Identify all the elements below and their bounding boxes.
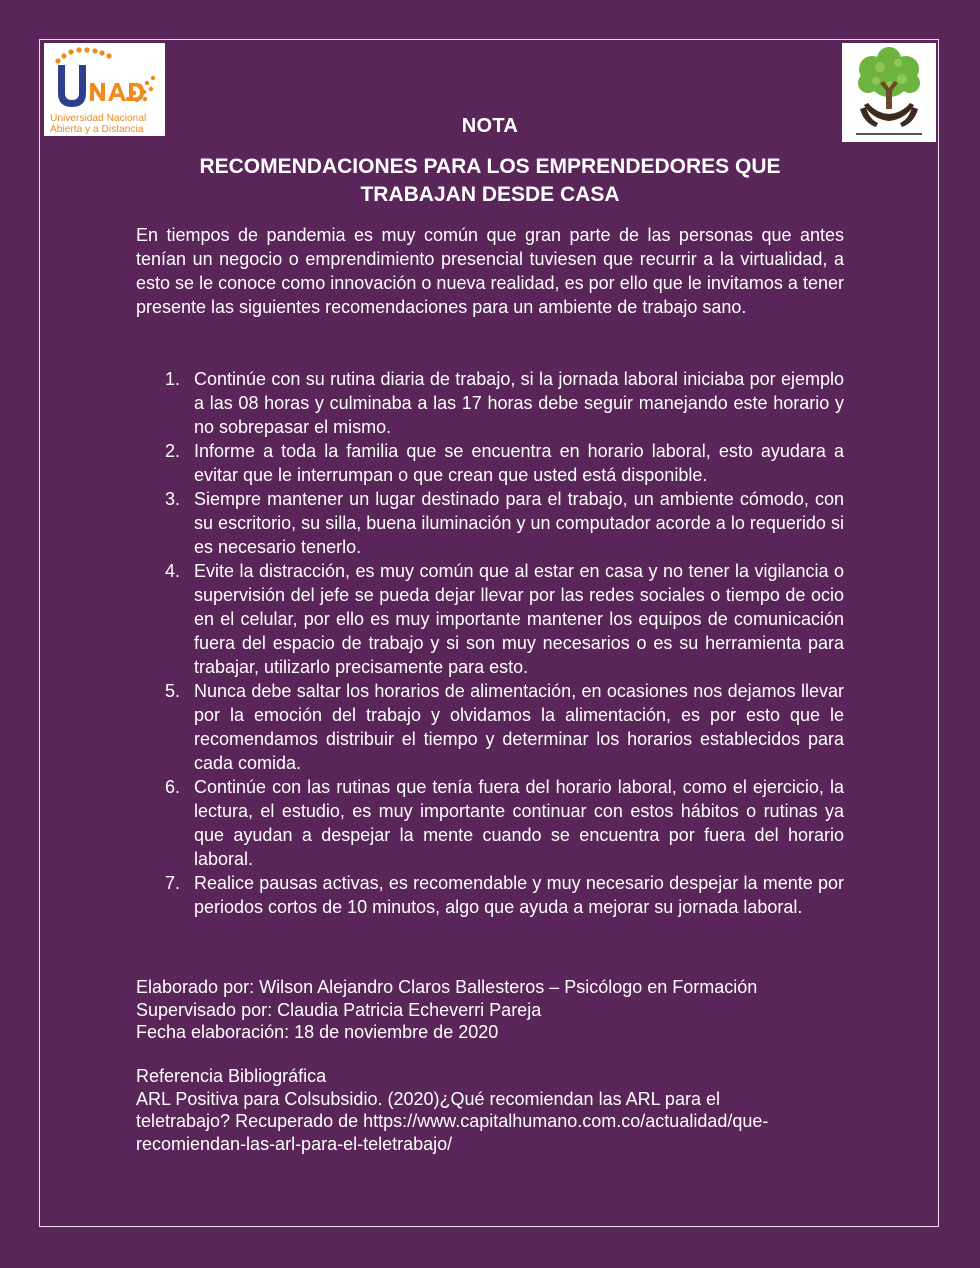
list-item <box>160 679 844 775</box>
list-item-text: Continúe con las rutinas que tenía fuera del horario laboral, como el ejercicio, la lectura, el estudio, es muy importante continuar con estos hábitos o rutinas ya que ayudan a despejar la mente cuando se encuentra por fuera del horario laboral. <box>194 777 844 869</box>
list-item-number: 3. <box>165 489 181 509</box>
reference-line-2: teletrabajo? Recuperado de https://www.capitalhumano.com.co/actualidad/que- <box>136 1111 769 1131</box>
list-item-text: Informe a toda la familia que se encuentra en horario laboral, esto ayudara a evitar que le interrumpan o que crean que usted está disponible. <box>194 441 844 485</box>
list-item <box>160 487 844 559</box>
document-title <box>150 153 830 209</box>
list-item-number: 2. <box>165 441 181 461</box>
list-item-number: 1. <box>165 369 181 389</box>
date-line: Fecha elaboración: 18 de noviembre de 2020 <box>136 1022 499 1042</box>
credits-block <box>136 976 844 1044</box>
list-item <box>160 871 844 919</box>
note-label: NOTA <box>461 115 519 137</box>
list-item-text: Nunca debe saltar los horarios de alimentación, en ocasiones nos dejamos llevar por la emoción del trabajo y olvidamos la alimentación, es por esto que le recomendamos distribuir el tiempo y determinar los horarios establecidos para cada comida. <box>194 681 844 773</box>
reference-line-3: recomiendan-las-arl-para-el-teletrabajo/ <box>136 1133 453 1154</box>
reference-line-1: ARL Positiva para Colsubsidio. (2020)¿Qué recomiendan las ARL para el <box>136 1088 720 1109</box>
intro-paragraph: En tiempos de pandemia es muy común que gran parte de las personas que antes tenían un negocio o emprendimiento presencial tuviesen que recurrir a la virtualidad, a esto se le conoce como innovación o nueva realidad, es por ello que le invitamos a tener presente las siguientes recomendaciones para un ambiente de trabajo sano. <box>136 225 844 317</box>
title-line-2: TRABAJAN DESDE CASA <box>360 183 620 206</box>
title-line-1: RECOMENDACIONES PARA LOS EMPRENDEDORES QUE <box>199 155 781 178</box>
recommendations-list <box>160 367 844 919</box>
references-heading: Referencia Bibliográfica <box>136 1066 327 1086</box>
author-line: Elaborado por: Wilson Alejandro Claros Ballesteros – Psicólogo en Formación <box>136 977 758 997</box>
list-item-text: Siempre mantener un lugar destinado para el trabajo, un ambiente cómodo, con su escritorio, su silla, buena iluminación y un computador acorde a lo requerido si es necesario tenerlo. <box>194 489 844 557</box>
list-item <box>160 775 844 871</box>
list-item-number: 6. <box>165 777 181 797</box>
list-item-number: 7. <box>165 873 181 893</box>
list-item <box>160 439 844 487</box>
list-item-text: Continúe con su rutina diaria de trabajo, si la jornada laboral iniciaba por ejemplo a las 08 horas y culminaba a las 17 horas debe seguir manejando este horario y no sobrepasar el mismo. <box>194 369 844 437</box>
references-block <box>136 1065 844 1155</box>
list-item <box>160 559 844 679</box>
list-item-number: 5. <box>165 681 181 701</box>
list-item-text: Evite la distracción, es muy común que al estar en casa y no tener la vigilancia o supervisión del jefe se pueda dejar llevar por las redes sociales o tiempo de ocio en el celular, por ello es muy importante mantener los equipos de comunicación fuera del espacio de trabajo y si son muy necesarios o es su herramienta para trabajar, utilizarlo precisamente para esto. <box>194 561 844 677</box>
list-item-text: Realice pausas activas, es recomendable y muy necesario despejar la mente por periodos cortos de 10 minutos, algo que ayuda a mejorar su jornada laboral. <box>194 873 844 917</box>
list-item-number: 4. <box>165 561 181 581</box>
list-item <box>160 367 844 439</box>
unad-logo-line1: Universidad Nacional <box>50 113 147 124</box>
supervisor-line: Supervisado por: Claudia Patricia Echeverri Pareja <box>136 999 542 1020</box>
unad-logo-line2: Abierta y a Distancia <box>50 124 144 135</box>
